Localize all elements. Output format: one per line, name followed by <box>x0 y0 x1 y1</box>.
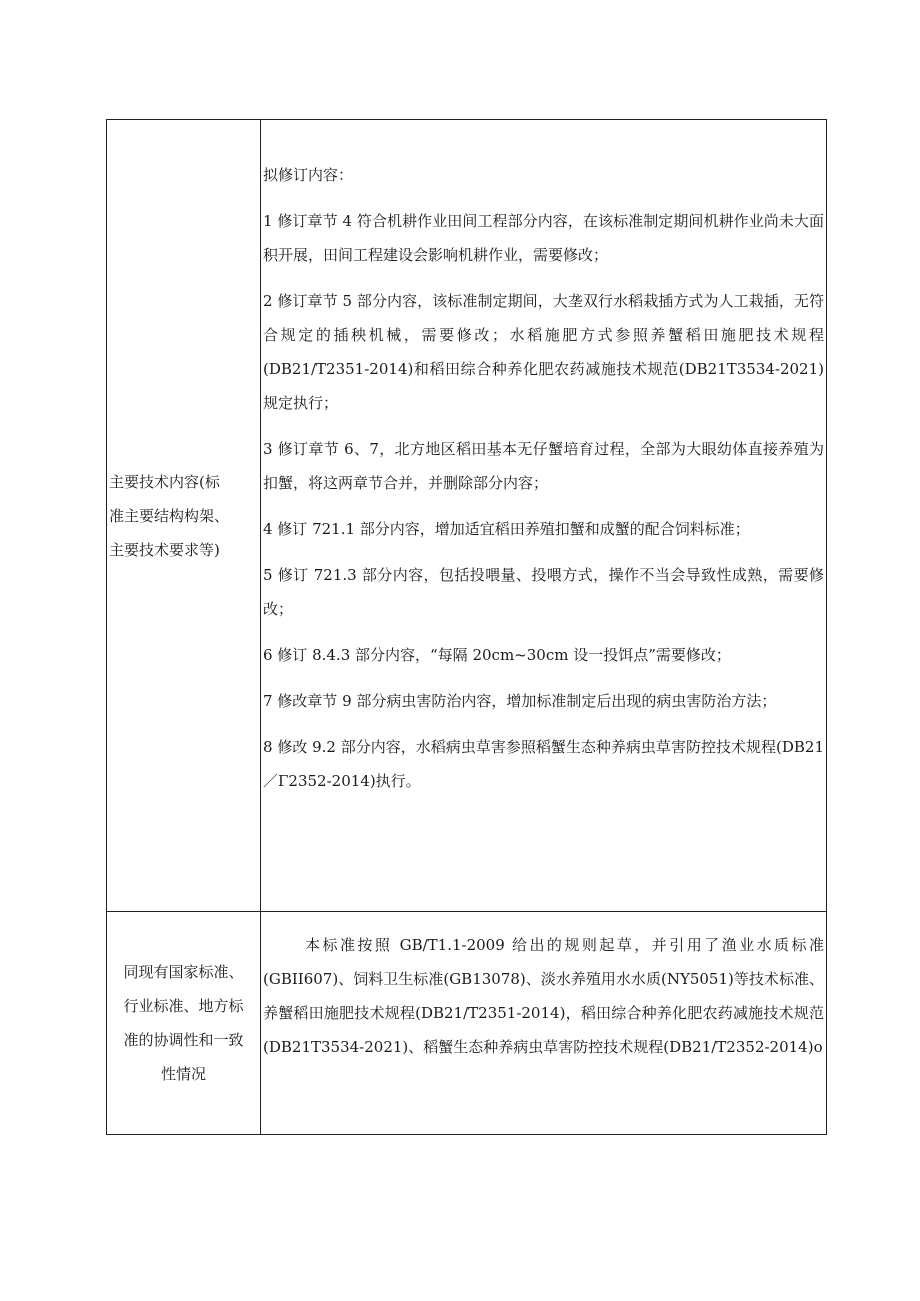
revision-item: 7 修改章节 9 部分病虫害防治内容，增加标准制定后出现的病虫害防治方法； <box>263 692 777 710</box>
row-label <box>107 465 260 567</box>
label-cell <box>107 912 261 1134</box>
label-line: 同现有国家标准、 <box>123 963 244 981</box>
revision-item: 5 修订 721.3 部分内容，包括投喂量、投喂方式，操作不当会导致性成熟，需要修改； <box>263 566 824 618</box>
label-line: 性情况 <box>160 1065 206 1083</box>
label-line: 行业标准、地方标 <box>123 997 244 1015</box>
info-table <box>106 119 827 1135</box>
revision-item: 4 修订 721.1 部分内容，增加适宜稻田养殖扣蟹和成蟹的配合饲料标准； <box>263 520 750 538</box>
revision-item: 1 修订章节 4 符合机耕作业田间工程部分内容，在该标准制定期间机耕作业尚未大面积开展，田间工程建设会影响机耕作业，需要修改； <box>263 212 824 264</box>
revision-intro: 拟修订内容： <box>263 166 354 184</box>
revision-item: 3 修订章节 6、7，北方地区稻田基本无仔蟹培育过程，全部为大眼幼体直接养殖为扣蟹，将这两章节合并，并删除部分内容； <box>263 440 824 492</box>
revision-item: 2 修订章节 5 部分内容，该标准制定期间，大垄双行水稻栽插方式为人工栽插，无符合规定的插秧机械，需要修改；水稻施肥方式参照养蟹稻田施肥技术规程(DB21/T2351-2014)和稻田综合种养化肥农药减施技术规范(DB21T3534-2021)规定执行； <box>263 292 824 412</box>
content-cell <box>261 120 826 911</box>
table-row-technical-content <box>107 120 826 911</box>
label-cell <box>107 120 261 911</box>
revision-item: 6 修订 8.4.3 部分内容，“每隔 20cm~30cm 设一投饵点”需要修改； <box>263 646 731 664</box>
label-line: 主要技术内容(标 <box>109 472 220 491</box>
label-line: 准主要结构构架、 <box>109 506 230 525</box>
coordination-text: 本标准按照 GB/T1.1-2009 给出的规则起草，并引用了渔业水质标准(GBII607)、饲料卫生标准(GB13078)、淡水养殖用水水质(NY5051)等技术标准、养蟹稻田施肥技术规程(DB21/T2351-2014)，稻田综合种养化肥农药减施技术规范(DB21T3534-2021)、稻蟹生态种养病虫草害防控技术规程(DB21/T2352-2014)o <box>263 936 824 1056</box>
revision-item: 8 修改 9.2 部分内容，水稻病虫草害参照稻蟹生态种养病虫草害防控技术规程(DB21／Γ2352-2014)执行。 <box>263 738 824 790</box>
label-line: 准的协调性和一致 <box>123 1031 244 1049</box>
table-row-coordination <box>107 911 826 1134</box>
label-line: 主要技术要求等) <box>109 540 220 559</box>
content-cell <box>261 912 826 1134</box>
row-label <box>107 955 260 1091</box>
